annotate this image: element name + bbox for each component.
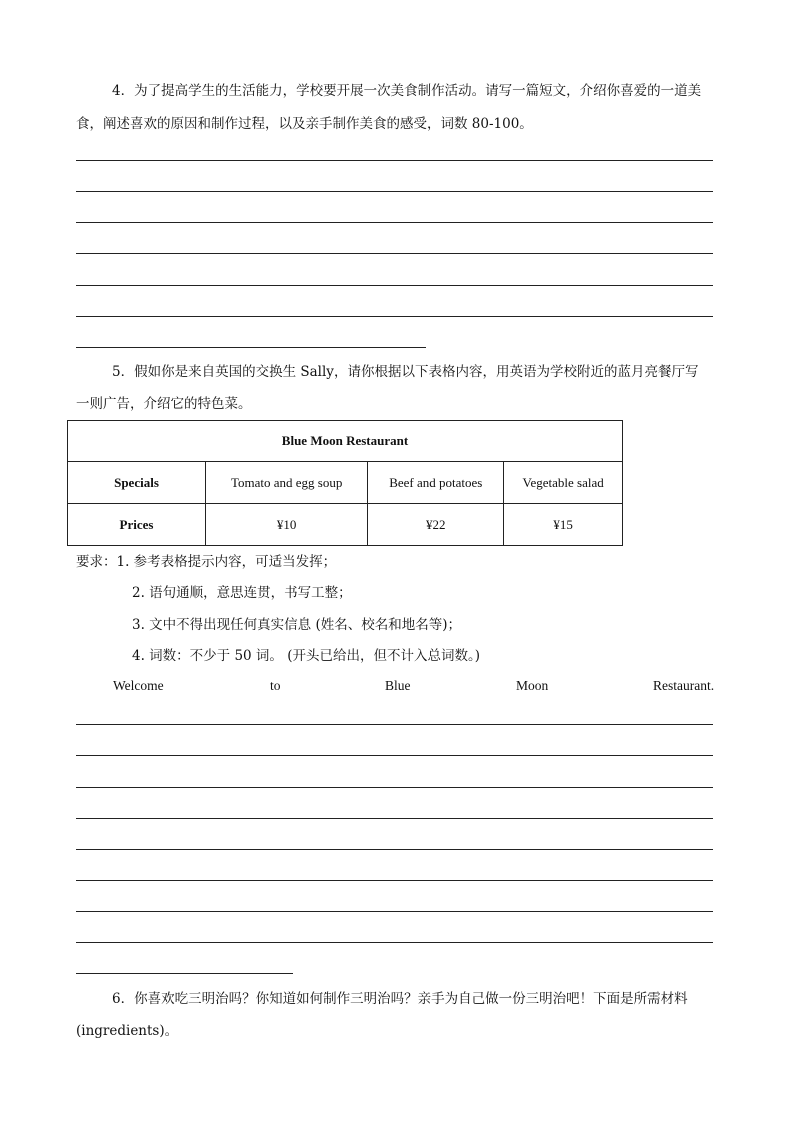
- q5-prompt-line1: 5．假如你是来自英国的交换生 Sally，请你根据以下表格内容，用英语为学校附近的蓝月亮餐厅写: [112, 364, 699, 380]
- opening-word: Moon: [516, 678, 549, 693]
- price-cell: ¥10: [206, 504, 368, 546]
- q5-answer-line[interactable]: [76, 911, 713, 912]
- q5-answer-line[interactable]: [76, 755, 713, 756]
- q4-answer-line[interactable]: [76, 285, 713, 286]
- q4-prompt-line2: 食，阐述喜欢的原因和制作过程，以及亲手制作美食的感受，词数 80-100。: [76, 116, 533, 132]
- q6-prompt-line1: 6．你喜欢吃三明治吗？你知道如何制作三明治吗？亲手为自己做一份三明治吧！下面是所需材料: [112, 991, 688, 1007]
- q5-prompt-line2: 一则广告，介绍它的特色菜。: [76, 396, 252, 412]
- prices-label: Prices: [68, 504, 206, 546]
- q5-answer-line[interactable]: [76, 880, 713, 881]
- table-title: Blue Moon Restaurant: [68, 421, 623, 462]
- q4-prompt-line1: 4．为了提高学生的生活能力，学校要开展一次美食制作活动。请写一篇短文，介绍你喜爱的一道美: [112, 83, 702, 99]
- q5-answer-line-short[interactable]: [76, 973, 293, 974]
- specials-label: Specials: [68, 462, 206, 504]
- q4-answer-line[interactable]: [76, 191, 713, 192]
- opening-word: Blue: [385, 678, 411, 693]
- q5-answer-line[interactable]: [76, 818, 713, 819]
- q4-answer-line-short[interactable]: [76, 347, 426, 348]
- q5-answer-line[interactable]: [76, 787, 713, 788]
- q6-prompt-line2: (ingredients)。: [76, 1023, 179, 1039]
- opening-word: Restaurant.: [653, 678, 715, 693]
- requirement-4: 4. 词数：不少于 50 词。 (开头已给出，但不计入总词数。): [132, 648, 481, 664]
- requirement-1: 要求：1. 参考表格提示内容，可适当发挥；: [76, 554, 337, 570]
- q4-answer-line[interactable]: [76, 316, 713, 317]
- q5-answer-line[interactable]: [76, 724, 713, 725]
- q4-answer-line[interactable]: [76, 160, 713, 161]
- opening-word: Welcome: [113, 678, 164, 693]
- special-dish-cell: Tomato and egg soup: [206, 462, 368, 504]
- requirement-3: 3. 文中不得出现任何真实信息 (姓名、校名和地名等)；: [132, 617, 461, 633]
- q5-answer-line[interactable]: [76, 942, 713, 943]
- price-cell: ¥22: [368, 504, 504, 546]
- opening-word: to: [270, 678, 281, 693]
- q5-answer-line[interactable]: [76, 849, 713, 850]
- special-dish-cell: Beef and potatoes: [368, 462, 504, 504]
- price-cell: ¥15: [504, 504, 623, 546]
- q4-answer-line[interactable]: [76, 253, 713, 254]
- q4-answer-line[interactable]: [76, 222, 713, 223]
- requirement-2: 2. 语句通顺，意思连贯，书写工整；: [132, 585, 352, 601]
- special-dish-cell: Vegetable salad: [504, 462, 623, 504]
- restaurant-table: [67, 420, 623, 546]
